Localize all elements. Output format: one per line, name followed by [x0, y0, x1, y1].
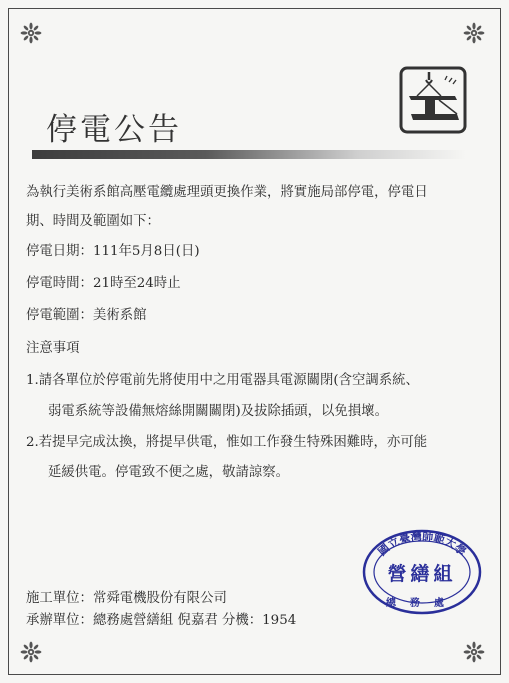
outage-time: 停電時間：21時至24時止: [26, 276, 181, 291]
note-2-line-1: 2.若提早完成汰換，將提早供電，惟如工作發生特殊困難時，亦可能: [26, 435, 428, 450]
flower-icon: [20, 22, 42, 44]
organizer-info: 承辦單位：總務處營繕組 倪嘉君 分機：1954: [26, 613, 297, 628]
notice-title: 停電公告: [46, 112, 182, 148]
seal-bottom-text: 總務處: [386, 598, 458, 609]
note-2-line-2: 延緩供電。停電致不便之處，敬請諒察。: [48, 465, 290, 480]
steel-beam-icon: [399, 66, 467, 134]
seal-outer-text: 國立臺灣師範大學: [375, 529, 469, 559]
flower-icon: [20, 641, 42, 663]
intro-line-2: 期、時間及範圍如下：: [26, 214, 160, 229]
intro-line-1: 為執行美術系館高壓電纜處理頭更換作業，將實施局部停電，停電日: [26, 185, 428, 200]
official-seal: [361, 528, 483, 616]
note-1-line-2: 弱電系統等設備無熔絲開關關閉)及拔除插頭，以免損壞。: [48, 404, 388, 419]
flower-icon: [463, 641, 485, 663]
seal-center-text: 營繕組: [387, 563, 457, 585]
note-1-line-1: 1.請各單位於停電前先將使用中之用電器具電源關閉(含空調系統、: [26, 373, 419, 388]
title-underline-bar: [32, 150, 466, 159]
contractor-info: 施工單位：常舜電機股份有限公司: [26, 591, 227, 606]
notes-heading: 注意事項: [26, 341, 80, 356]
flower-icon: [463, 22, 485, 44]
outage-date: 停電日期：111年5月8日(日): [26, 244, 200, 259]
svg-text:國立臺灣師範大學: [375, 529, 469, 559]
outage-scope: 停電範圍：美術系館: [26, 308, 147, 323]
